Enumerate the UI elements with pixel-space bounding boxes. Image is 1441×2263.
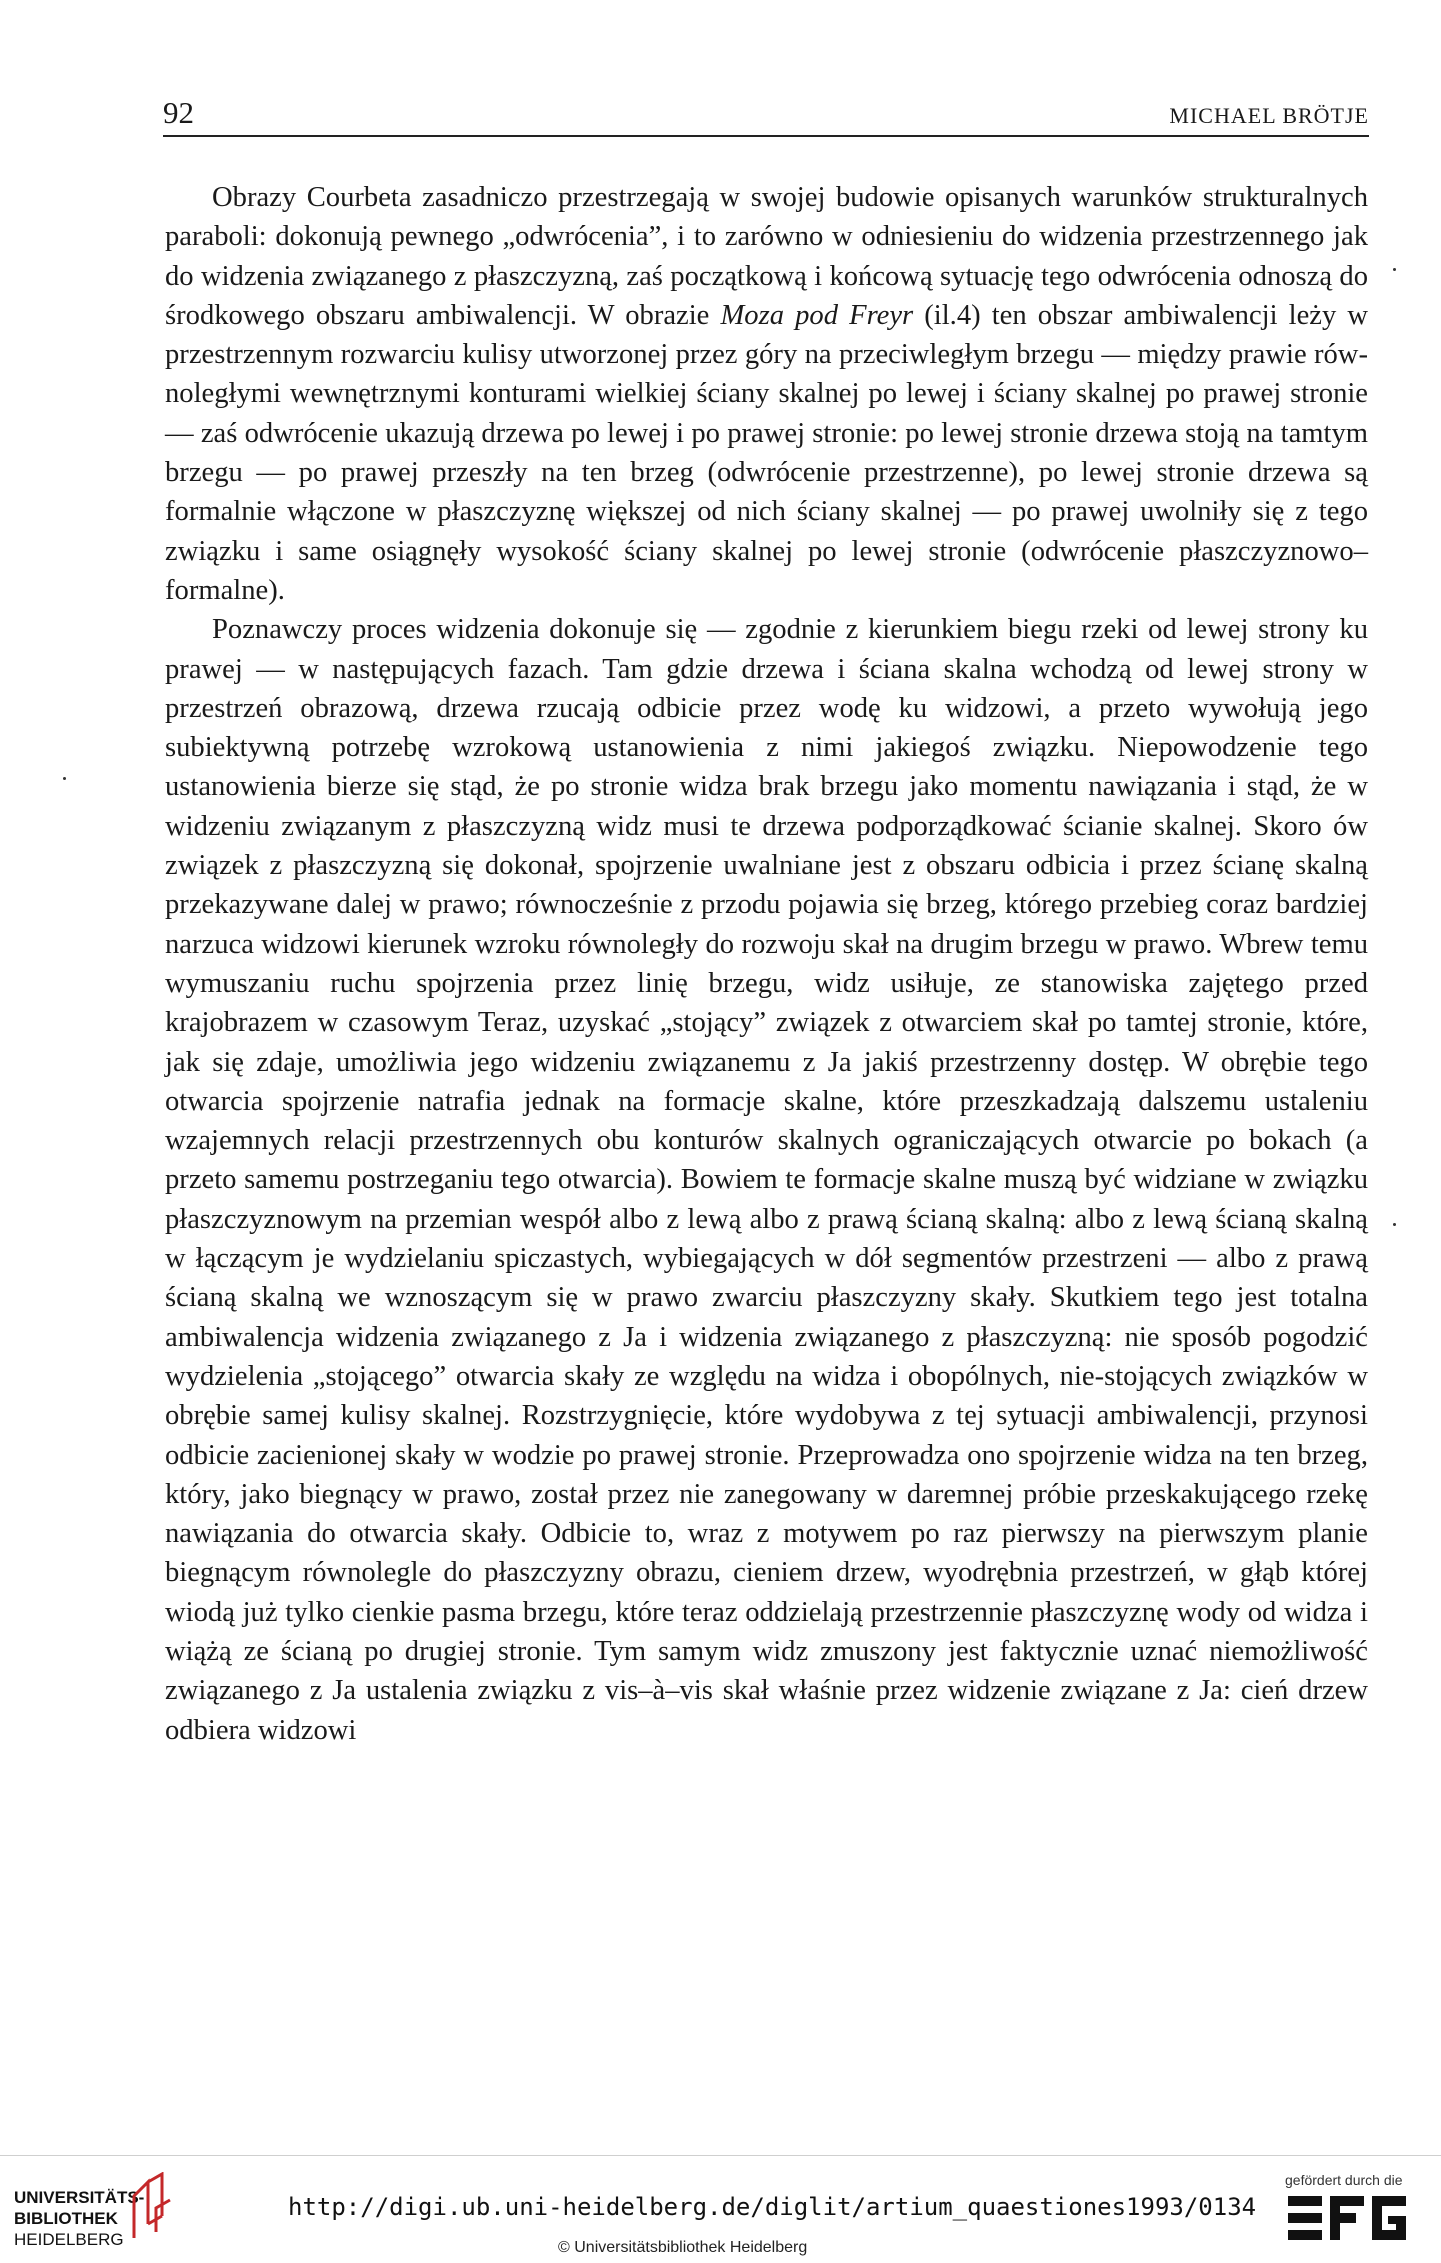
- body-text: [165, 178, 1368, 1750]
- paragraph-text: Obrazy Courbeta zasadniczo przestrzegają w swojej budowie opisanych warunków strukturalnych paraboli: dokonują pewnego „odwrócenia”, i to zarówno w odniesieniu do widzenia przestrzennego jak do widzenia związanego z płaszczyzną, zaś początkową i końcową sytuację tego odwrócenia odnoszą do środkowego obszaru ambiwalencji. W obrazie: [165, 182, 1368, 331]
- source-url-link[interactable]: http://digi.ub.uni-heidelberg.de/diglit/artium_quaestiones1993/0134: [288, 2193, 1257, 2221]
- margin-speck: [1393, 268, 1396, 271]
- page-header: [163, 95, 1369, 137]
- body-paragraph: [165, 610, 1368, 1750]
- library-name-line: HEIDELBERG: [14, 2230, 124, 2249]
- footer-divider: [0, 2155, 1441, 2156]
- paragraph-text: Poznawczy proces widzenia dokonuje się — zgodnie z kierunkiem biegu rzeki od lewej strony ku prawej — w następujących fazach. Tam gdzie drzewa i ściana skalna wchodzą od lewej strony w przestrzeń obrazową, drzewa rzucają odbicie przez wodę ku widzowi, a przeto wywołują jego subiektywną potrzebę wzrokową ustanowienia z nimi jakiegoś związku. Niepowodzenie tego ustanowienia bierze się stąd, że po stronie widza brak brzegu jako momentu nawiązania i stąd, że w widzeniu związanym z płaszczyzną widz musi te drzewa podporządkować ścianie skalnej. Skoro ów związek z płaszczyzną się dokonał, spojrzenie uwalniane jest z obszaru odbicia i przez ścianę skalną przekazywane dalej w prawo; równocześnie z przodu pojawia się brzeg, którego przebieg coraz bardziej narzuca widzowi kierunek wzroku równoległy do rozwoju skał na drugim brzegu w prawo. Wbrew temu wymuszaniu ruchu spojrzenia przez linię brzegu, widz usiłuje, ze stanowiska zajętego przed krajobrazem w czasowym Teraz, uzyskać „stojący” związek z otwarciem skał po tamtej stronie, które, jak się zdaje, umożliwia jego widzeniu związanemu z Ja jakiś przestrzenny dostęp. W obrębie tego otwarcia spojrzenie natrafia jednak na formacje skalne, które przeszkadzają dalszemu ustaleniu wzajemnych relacji przestrzennych obu konturów skalnych ograniczających otwarcie po bokach (a przeto samemu postrzeganiu tego otwarcia). Bowiem te formacje skalne muszą być widziane w związku płaszczyznowym na przemian wespół albo z lewą albo z prawą ścianą skalną: albo z lewą ścianą skalną w łączącym je wydzielaniu spiczastych, wybiegających w dół segmentów przestrzeni — albo z prawą ścianą skalną we wznoszącym się w prawo zwarciu płaszczyzny skały. Skutkiem tego jest totalna ambiwalencja widzenia związanego z Ja i widzenia związanego z płaszczyzną: nie sposób pogodzić wydzielenia „stojącego” otwarcia skały ze względu na widza i obopólnych, nie-stojących związków w obrębie samej kulisy skalnej. Rozstrzygnięcie, które wydobywa z tej sytuacji ambiwalencji, przynosi odbicie zacienionej skały w wodzie po prawej stronie. Przeprowadza ono spojrzenie widza na ten brzeg, który, jako biegnący w prawo, został przez nie zanegowany w daremnej próbie przeskakującego rzekę nawiązania do otwarcia skały. Odbicie to, wraz z motywem po raz pierwszy na pierwszym planie biegnącym równolegle do płaszczyzny obrazu, cieniem drzew, wyodrębnia przestrzeń, w głąb której wiodą już tylko cienkie pasma brzegu, które teraz oddzielają przestrzennie płaszczyznę wody od widza i wiążą ze ścianą po drugiej stronie. Tym samym widz zmuszony jest faktycznie uznać niemożliwość związanego z Ja ustalenia związku z vis–à–vis skał właśnie przez widzenie związane z Ja: cień drzew odbiera widzowi: [165, 614, 1368, 1746]
- funding-label: gefördert durch die: [1285, 2172, 1403, 2188]
- ub-heidelberg-logo-icon: [128, 2172, 176, 2242]
- running-head: MICHAEL BRÖTJE: [1169, 103, 1369, 128]
- library-name: [14, 2187, 144, 2250]
- body-paragraph: [165, 178, 1368, 610]
- library-name-line: BIBLIOTHEK: [14, 2209, 118, 2228]
- paragraph-text: (il.4) ten obszar ambiwalencji leży w przestrzennym rozwarciu kulisy utworzonej przez góry na przeciwległym brzegu — między prawie równoległymi wewnętrznymi konturami wielkiej ściany skalnej po lewej i ściany skalnej po prawej stronie — zaś odwrócenie ukazują drzewa po lewej i po prawej stronie: po lewej stronie drzewa stoją na tamtym brzegu — po prawej przeszły na ten brzeg (odwrócenie przestrzenne), po lewej stronie drzewa są formalnie włączone w płaszczyznę większej od nich ściany skalnej — po prawej uwolniły się z tego związku i same osiągnęły wysokość ściany skalnej po lewej stronie (odwrócenie płaszczyznowo–formalne).: [165, 299, 1368, 606]
- margin-speck: [63, 777, 66, 780]
- library-name-line: UNIVERSITÄTS-: [14, 2188, 145, 2207]
- page-number: 92: [163, 95, 194, 130]
- margin-speck: [1393, 1223, 1396, 1226]
- copyright-notice: © Universitätsbibliothek Heidelberg: [558, 2239, 808, 2256]
- dfg-logo-icon: [1284, 2192, 1410, 2248]
- artwork-title: Moza pod Freyr: [720, 299, 914, 331]
